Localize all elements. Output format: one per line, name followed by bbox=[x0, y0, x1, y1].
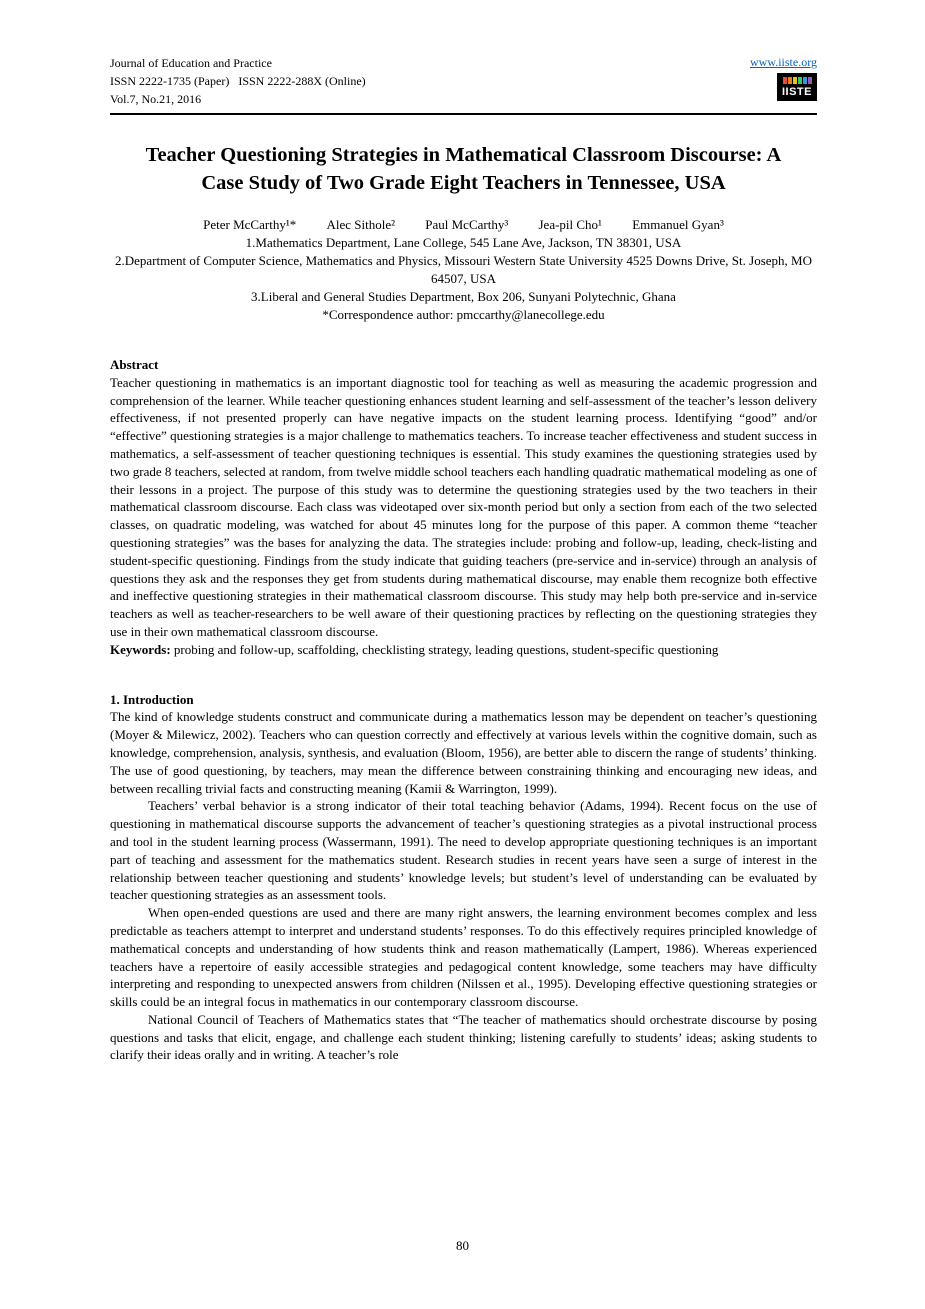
abstract-body: Teacher questioning in mathematics is an important diagnostic tool for teaching as well as measuring the academic progression and comprehension of the learner. While teacher questioning enhances student learning and self-assessment of the teacher’s lesson delivery effectiveness, if not presented properly can have negative impacts on the student learning process. Identifying “good” and/or “effective” questioning strategies is a major challenge to mathematics teachers. To increase teacher effectiveness and student success in mathematics, a self-assessment of teacher questioning techniques is essential. This study examines the questioning strategies used by two grade 8 teachers, selected at random, from twelve middle school teachers each handling quadratic mathematical modeling as one of their lessons in a project. The purpose of this study was to determine the questioning strategies used by the two teachers in their mathematical classroom discourse. Each class was videotaped over six-month period but only a section from each of the two selected classes, on quadratic modeling, was watched for about 45 minutes long for the purpose of this paper. A common theme “teacher questioning strategies” was the bases for analyzing the data. The strategies include: probing and follow-up, leading, check-listing and student-specific questioning. Findings from the study indicate that guiding teachers (pre-service and in-service) through an analysis of questions they ask and the responses they get from students during mathematical discourse, may enable them recognize both effective and ineffective questioning strategies in their mathematical classroom discourse. This study may help both pre-service and in-service teachers as well as teacher-researchers to be well aware of their questioning practices by reflecting on the questioning strategies they use in their own mathematical classroom discourse. bbox=[110, 374, 817, 639]
affiliation-line: 2.Department of Computer Science, Mathematics and Physics, Missouri Western State University 4525 Downs Drive, St. Joseph, MO 64507, USA bbox=[114, 253, 812, 286]
journal-header bbox=[110, 54, 817, 113]
intro-paragraph-1: The kind of knowledge students construct and communicate during a mathematics lesson may be dependent on teacher’s questioning (Moyer & Milewicz, 2002). Teachers who can question correctly and effectively at various levels within the cognitive domain, such as knowledge, comprehension, analysis, synthesis, and evaluation (Bloom, 1956), are better able to discern the range of students’ thinking. The use of good questioning, by teachers, may mean the difference between constraining thinking and encouraging new ideas, and between recalling trivial facts and constructing meaning (Kamii & Warrington, 1999). bbox=[110, 709, 817, 796]
page-number: 80 bbox=[456, 1238, 469, 1253]
journal-name: Journal of Education and Practice bbox=[110, 56, 272, 70]
abstract-section bbox=[110, 356, 817, 659]
author-name: Jea-pil Cho¹ bbox=[538, 217, 602, 232]
iiste-logo-mosaic-icon bbox=[783, 77, 812, 84]
affiliation-line: 3.Liberal and General Studies Department, Box 206, Sunyani Polytechnic, Ghana bbox=[251, 289, 676, 304]
logo-dot bbox=[783, 77, 787, 84]
logo-dot bbox=[793, 77, 797, 84]
author-name: Alec Sithole² bbox=[326, 217, 395, 232]
iiste-logo bbox=[777, 73, 817, 101]
journal-info bbox=[110, 54, 366, 108]
intro-paragraph-4: National Council of Teachers of Mathematics states that “The teacher of mathematics should orchestrate discourse by posing questions and tasks that elicit, engage, and challenge each student thinking; listening carefully to students’ ideas; asking students to clarify their ideas orally and in writing. A teacher’s role bbox=[110, 1011, 817, 1063]
paper-title: Teacher Questioning Strategies in Mathematical Classroom Discourse: A Case Study of Two Grade Eight Teachers in Tennessee, USA bbox=[145, 144, 782, 194]
correspondence-line: *Correspondence author: pmccarthy@lanecollege.edu bbox=[322, 307, 605, 322]
introduction-section bbox=[110, 691, 817, 1065]
logo-dot bbox=[788, 77, 792, 84]
journal-volume: Vol.7, No.21, 2016 bbox=[110, 92, 202, 106]
journal-website-link[interactable]: www.iiste.org bbox=[750, 55, 817, 69]
affiliations bbox=[110, 234, 817, 324]
intro-paragraph-2: Teachers’ verbal behavior is a strong indicator of their total teaching behavior (Adams, 1994). Recent focus on the use of questioning in mathematical discourse supports the advancement of teacher’s questioning strategies as a pivotal instructional process and tool in the student learning process (Wassermann, 1991). The need to develop appropriate questioning techniques is an important part of teaching and assessment for the mathematics student. Research studies in recent years have seen a surge of interest in the relationship between teacher questioning and students’ knowledge levels; but student’s level of understanding can be evaluated by teacher questioning strategies as an assessment tools. bbox=[110, 798, 817, 903]
introduction-heading: 1. Introduction bbox=[110, 691, 194, 707]
logo-dot bbox=[803, 77, 807, 84]
logo-dot bbox=[808, 77, 812, 84]
header-divider bbox=[110, 113, 817, 115]
keywords-text: probing and follow-up, scaffolding, checklisting strategy, leading questions, student-specific questioning bbox=[173, 641, 719, 657]
journal-issn: ISSN 2222-1735 (Paper) ISSN 2222-288X (Online) bbox=[110, 74, 366, 88]
logo-dot bbox=[798, 77, 802, 84]
authors-line bbox=[110, 216, 817, 234]
author-name: Paul McCarthy³ bbox=[425, 217, 509, 232]
intro-paragraph-3: When open-ended questions are used and there are many right answers, the learning environment becomes complex and less predictable as teachers attempt to interpret and understand students’ responses. To do this effectively requires principled knowledge of mathematical concepts and understanding of how students think and reason mathematically (Lampert, 1986). Whereas experienced teachers have a repertoire of easily accessible strategies and pedagogical content knowledge, some teachers may have difficulty interpreting and responding to unexpected answers from children (Nilssen et al., 1995). Developing effective questioning strategies or skills could be an integral focus in mathematics in our contemporary classroom discourse. bbox=[110, 905, 817, 1010]
iiste-logo-text: IISTE bbox=[781, 86, 812, 98]
affiliation-line: 1.Mathematics Department, Lane College, 545 Lane Ave, Jackson, TN 38301, USA bbox=[245, 235, 682, 250]
journal-branding bbox=[750, 54, 817, 101]
abstract-heading: Abstract bbox=[110, 357, 159, 372]
keywords-line bbox=[110, 641, 817, 659]
author-name: Emmanuel Gyan³ bbox=[632, 217, 724, 232]
author-name: Peter McCarthy¹* bbox=[203, 217, 297, 232]
keywords-label: Keywords: bbox=[110, 641, 171, 657]
